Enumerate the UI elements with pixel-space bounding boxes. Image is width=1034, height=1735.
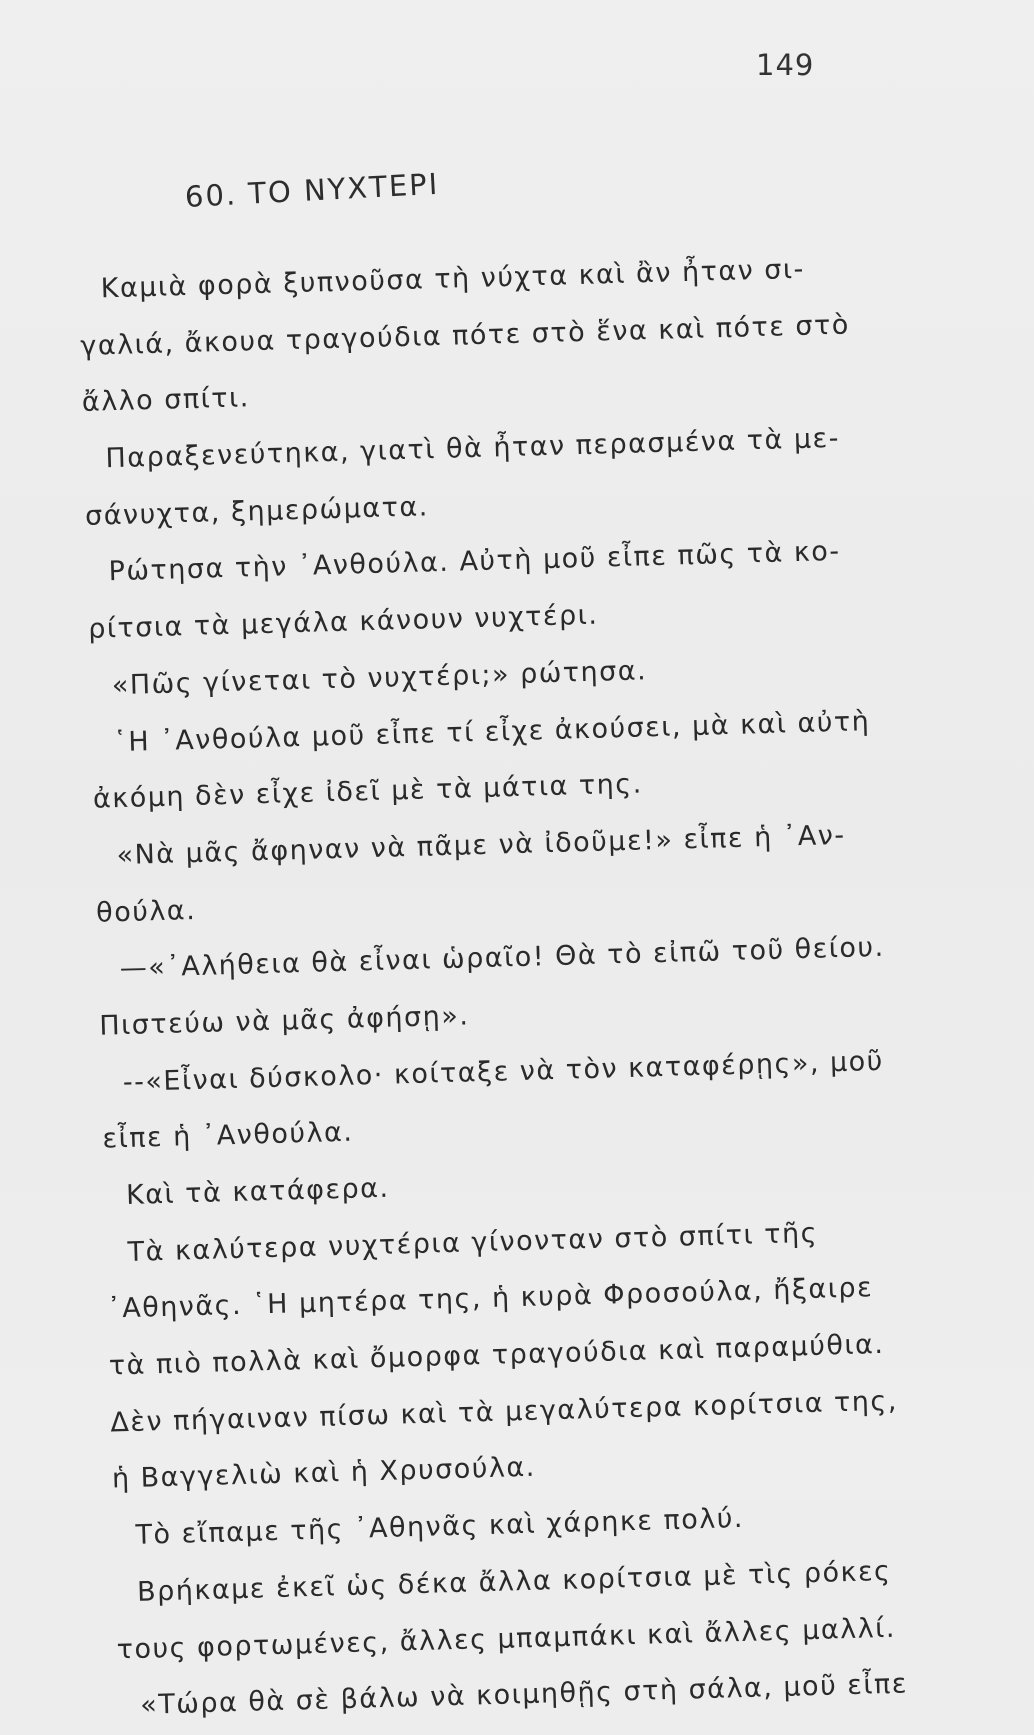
text-line: ῾Η ᾿Ανθούλα μοῦ εἶπε τί εἶχε ἀκούσει, μὰ καὶ αὐτὴ <box>112 705 871 758</box>
text-line: Βρήκαμε ἐκεῖ ὡς δέκα ἄλλα κορίτσια μὲ τὶς ρόκες <box>136 1555 892 1608</box>
text-line: ἄλλο σπίτι. <box>81 382 251 419</box>
text-line: ἡ Βαγγελιὼ καὶ ἡ Χρυσούλα. <box>111 1452 537 1495</box>
text-line: Ρώτησα τὴν ᾿Ανθούλα. Αὐτὴ μοῦ εἶπε πῶς τὰ κο- <box>108 536 841 588</box>
body-text <box>78 239 939 1735</box>
text-line: εἶπε ἡ ᾿Ανθούλα. <box>102 1116 354 1155</box>
text-line: τους φορτωμένες, ἄλλες μπαμπάκι καὶ ἄλλες μαλλί. <box>116 1612 897 1665</box>
text-line: Τὸ εἴπαμε τῆς ᾿Αθηνᾶς καὶ χάρηκε πολύ. <box>135 1503 745 1552</box>
chapter-title: 60. ΤΟ ΝΥΧΤΕΡΙ <box>184 166 440 214</box>
text-line: γαλιά, ἄκουα τραγούδια πότε στὸ ἕνα καὶ πότε στὸ <box>79 309 851 362</box>
text-line: Καμιὰ φορὰ ξυπνοῦσα τὴ νύχτα καὶ ἂν ἦταν σι- <box>100 253 806 305</box>
text-line: σάνυχτα, ξημερώματα. <box>84 491 430 532</box>
text-line: «Πῶς γίνεται τὸ νυχτέρι;» ρώτησα. <box>111 655 648 702</box>
text-line: Καὶ τὰ κατάφερα. <box>125 1172 390 1212</box>
text-line: τὰ πιὸ πολλὰ καὶ ὄμορφα τραγούδια καὶ παραμύθια. <box>108 1328 885 1382</box>
text-line: ᾿Αθηνᾶς. ῾Η μητέρα της, ἡ κυρὰ Φροσούλα, ἤξαιρε <box>106 1272 874 1325</box>
text-line: ἀκόμη δὲν εἶχε ἰδεῖ μὲ τὰ μάτια της. <box>92 768 644 815</box>
page-number: 149 <box>756 48 815 82</box>
text-line: «Νὰ μᾶς ἄφηναν νὰ πᾶμε νὰ ἰδοῦμε!» εἶπε ἡ ᾿Αν- <box>116 819 846 872</box>
text-line: Τὰ καλύτερα νυχτέρια γίνονταν στὸ σπίτι τῆς <box>127 1217 819 1268</box>
text-line: —«᾿Αλήθεια θὰ εἶναι ὡραῖο! Θὰ τὸ εἰπῶ τοῦ θείου. <box>119 932 886 985</box>
text-line: Παραξενεύτηκα, γιατὶ θὰ ἦταν περασμένα τὰ με- <box>105 422 841 475</box>
text-line: Πιστεύω νὰ μᾶς ἀφήσῃ». <box>98 1000 470 1042</box>
text-line: --«Εἶναι δύσκολο· κοίταξε νὰ τὸν καταφέρῃς», μοῦ <box>122 1045 885 1098</box>
text-line: θούλα. <box>95 894 197 929</box>
text-line: ρίτσια τὰ μεγάλα κάνουν νυχτέρι. <box>87 599 599 645</box>
text-line: Δὲν πήγαιναν πίσω καὶ τὰ μεγαλύτερα κορίτσια της, <box>109 1385 899 1439</box>
text-line: «Τώρα θὰ σὲ βάλω νὰ κοιμηθῇς στὴ σάλα, μοῦ εἶπε <box>139 1668 909 1722</box>
